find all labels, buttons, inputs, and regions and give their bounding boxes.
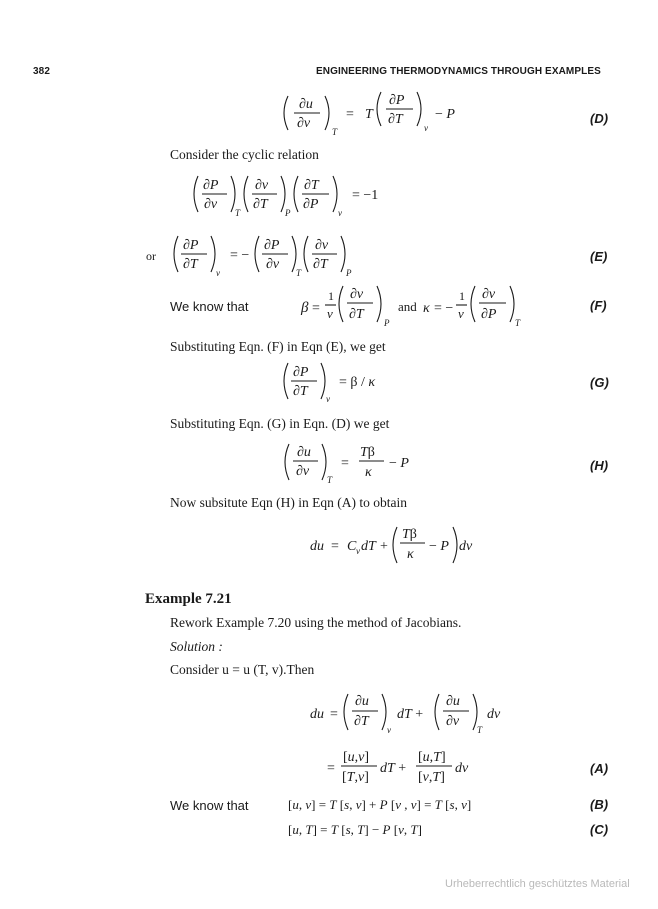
svg-text:∂P: ∂P: [293, 365, 309, 380]
svg-text:∂P: ∂P: [264, 238, 280, 253]
svg-text:1: 1: [328, 289, 334, 303]
equation-label-h: (H): [590, 458, 609, 473]
svg-text:∂v: ∂v: [255, 178, 269, 193]
svg-text:[u,T]: [u,T]: [418, 750, 446, 765]
svg-text:1: 1: [459, 289, 465, 303]
svg-text:Tβ: Tβ: [402, 527, 417, 542]
svg-text:C: C: [347, 539, 357, 554]
svg-text:∂P: ∂P: [303, 197, 319, 212]
svg-text:∂T: ∂T: [183, 257, 198, 272]
svg-text:∂v: ∂v: [296, 464, 310, 479]
example-title: Example 7.21: [145, 591, 232, 607]
svg-text:[u, T] = T [s, T] − P [v, T]: [u, T] = T [s, T] − P [v, T]: [288, 822, 422, 837]
we-know-text-2: We know that: [170, 798, 249, 813]
svg-text:∂T: ∂T: [293, 384, 308, 399]
svg-text:∂P: ∂P: [183, 238, 199, 253]
svg-text:T: T: [235, 208, 241, 218]
svg-text:κ: κ: [423, 301, 430, 316]
solution-label: Solution :: [170, 639, 223, 654]
equation-label-a: (A): [590, 761, 609, 776]
svg-text:T: T: [477, 725, 483, 735]
svg-text:∂v: ∂v: [204, 197, 218, 212]
svg-text:∂P: ∂P: [203, 178, 219, 193]
svg-text:dv: dv: [455, 761, 469, 776]
or-text: or: [146, 249, 156, 263]
now-substitute-text: Now subsitute Eqn (H) in Eqn (A) to obtain: [170, 495, 407, 510]
equation-label-b: (B): [590, 797, 609, 812]
svg-text:∂v: ∂v: [350, 287, 364, 302]
svg-text:[T,v]: [T,v]: [342, 770, 369, 785]
svg-text:= −1: = −1: [352, 188, 379, 203]
svg-text:=: =: [331, 539, 339, 554]
svg-text:=: =: [327, 761, 335, 776]
svg-text:∂u: ∂u: [299, 97, 313, 112]
svg-text:− P: − P: [435, 107, 455, 122]
svg-text:v: v: [424, 123, 428, 133]
svg-text:T: T: [332, 127, 338, 137]
equation-g: [284, 363, 375, 404]
svg-text:dv: dv: [459, 539, 473, 554]
equation-b: [288, 797, 471, 812]
equation-f: [300, 286, 521, 328]
svg-text:∂v: ∂v: [266, 257, 280, 272]
svg-text:[v,T]: [v,T]: [418, 770, 445, 785]
svg-text:v: v: [458, 306, 464, 321]
svg-text:=: =: [341, 456, 349, 471]
svg-text:[u, v] = T [s, v] + P [v , v]: [u, v] = T [s, v] + P [v , v] = T [s, v]: [288, 797, 472, 812]
svg-text:dv: dv: [487, 707, 501, 722]
svg-text:T: T: [515, 318, 521, 328]
svg-text:− P: − P: [429, 539, 449, 554]
equation-d: [284, 92, 455, 137]
svg-text:[u,v]: [u,v]: [343, 750, 370, 765]
svg-text:β: β: [301, 300, 309, 316]
svg-text:v: v: [338, 208, 342, 218]
substituting-f-text: Substituting Eqn. (F) in Eqn (E), we get: [170, 339, 386, 354]
svg-text:v: v: [327, 306, 333, 321]
svg-text:∂T: ∂T: [349, 307, 364, 322]
svg-text:= −: = −: [434, 301, 454, 316]
svg-text:∂v: ∂v: [446, 714, 460, 729]
equation-h: [285, 444, 409, 485]
equation-label-f: (F): [590, 298, 607, 313]
svg-text:∂T: ∂T: [304, 178, 319, 193]
svg-text:κ: κ: [407, 547, 414, 562]
svg-text:T: T: [365, 107, 373, 122]
svg-text:v: v: [216, 268, 220, 278]
consider-u-text: Consider u = u (T, v).Then: [170, 662, 315, 677]
page-number: 382: [33, 66, 50, 77]
equation-c: [288, 822, 422, 837]
svg-text:du: du: [310, 539, 324, 554]
svg-text:κ: κ: [365, 465, 372, 480]
svg-text:dT +: dT +: [397, 707, 424, 722]
equation-label-g: (G): [590, 375, 609, 390]
substituting-g-text: Substituting Eqn. (G) in Eqn. (D) we get: [170, 416, 390, 431]
rework-text: Rework Example 7.20 using the method of Jacobians.: [170, 615, 462, 630]
svg-text:T: T: [327, 475, 333, 485]
equation-a-line-1: [310, 694, 501, 735]
svg-text:T: T: [296, 268, 302, 278]
svg-text:=: =: [312, 301, 320, 316]
svg-text:=: =: [346, 107, 354, 122]
svg-text:= −: = −: [230, 248, 250, 263]
cyclic-relation-text: Consider the cyclic relation: [170, 147, 319, 162]
svg-text:∂T: ∂T: [388, 112, 403, 127]
svg-text:∂P: ∂P: [481, 307, 497, 322]
svg-text:v: v: [326, 394, 330, 404]
svg-text:∂u: ∂u: [355, 694, 369, 709]
svg-text:+: +: [380, 539, 388, 554]
we-know-text-1: We know that: [170, 299, 249, 314]
svg-text:P: P: [285, 208, 291, 218]
svg-text:∂u: ∂u: [297, 445, 311, 460]
svg-text:∂T: ∂T: [313, 257, 328, 272]
svg-text:∂u: ∂u: [446, 694, 460, 709]
svg-text:P: P: [384, 318, 390, 328]
svg-text:− P: − P: [389, 456, 409, 471]
svg-text:∂P: ∂P: [389, 93, 405, 108]
svg-text:and: and: [398, 299, 417, 314]
svg-text:Tβ: Tβ: [360, 445, 375, 460]
svg-text:∂v: ∂v: [297, 116, 311, 131]
svg-text:=: =: [330, 707, 338, 722]
equation-label-d: (D): [590, 111, 609, 126]
svg-text:∂v: ∂v: [482, 287, 496, 302]
svg-text:v: v: [387, 725, 391, 735]
equation-e: [174, 236, 352, 278]
equation-du: [310, 527, 473, 563]
equation-label-c: (C): [590, 822, 609, 837]
svg-text:P: P: [346, 268, 352, 278]
running-title: ENGINEERING THERMODYNAMICS THROUGH EXAMPLES: [316, 66, 601, 77]
svg-text:= β / κ: = β / κ: [339, 375, 376, 390]
equation-a-line-2: [327, 750, 469, 785]
svg-text:dT +: dT +: [380, 761, 407, 776]
equation-label-e: (E): [590, 249, 608, 264]
equation-cyclic: [194, 176, 378, 218]
svg-text:dT: dT: [361, 539, 376, 554]
svg-text:∂v: ∂v: [315, 238, 329, 253]
svg-text:v: v: [356, 546, 360, 556]
svg-text:∂T: ∂T: [253, 197, 268, 212]
svg-text:∂T: ∂T: [354, 714, 369, 729]
watermark: Urheberrechtlich geschütztes Material: [445, 878, 630, 890]
svg-text:du: du: [310, 707, 324, 722]
